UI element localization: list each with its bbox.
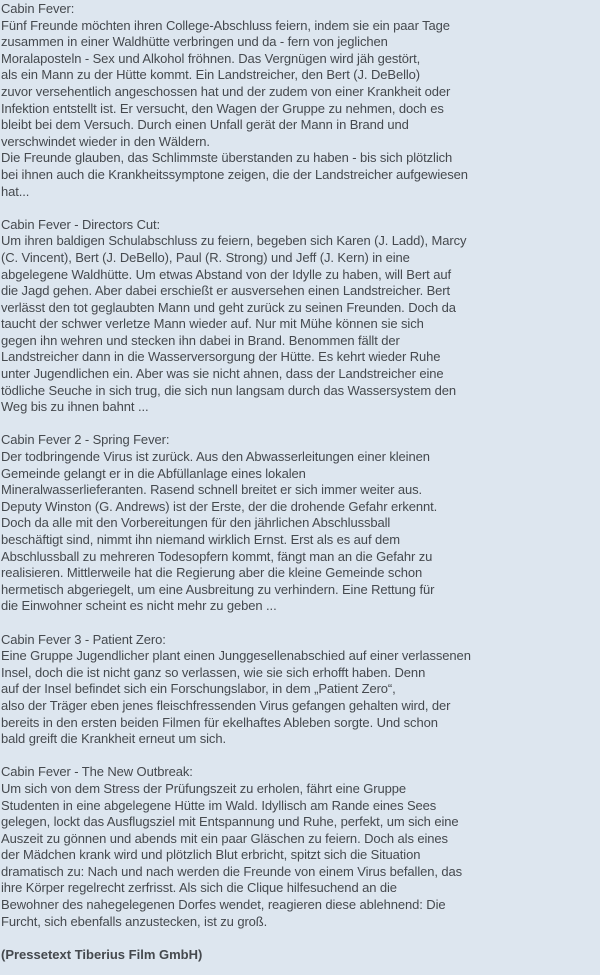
paragraph-line: Insel, doch die ist nicht ganz so verlassen, wie sie sich erhofft haben. Denn [1, 664, 426, 680]
paragraph-line: die Jagd gehen. Aber dabei erschießt er ausversehen einen Landstreicher. Bert [1, 283, 451, 299]
paragraph-line: zusammen in einer Waldhütte verbringen und da - fern von jeglichen [1, 34, 388, 50]
paragraph-line: bereits in den ersten beiden Filmen für ekelhaftes Ableben sorgte. Und schon [1, 714, 438, 730]
paragraph-line: Moralaposteln - Sex und Alkohol fröhnen. Das Vergnügen wird jäh gestört, [1, 50, 421, 66]
paragraph-line: verschwindet wieder in den Wäldern. [1, 133, 210, 149]
paragraph-line: Infektion entstellt ist. Er versucht, den Wagen der Gruppe zu nehmen, doch es [1, 100, 444, 116]
paragraph-line: Fünf Freunde möchten ihren College-Abschluss feiern, indem sie ein paar Tage [1, 17, 450, 33]
section-heading: Cabin Fever 3 - Patient Zero: [1, 631, 166, 647]
paragraph-line: realisieren. Mittlerweile hat die Regierung aber die kleine Gemeinde schon [1, 565, 423, 581]
paragraph-line: Weg bis zu ihnen bahnt ... [1, 399, 149, 415]
paragraph-line: Bewohner des nahegelegenen Dorfes wendet, reagieren diese ablehnend: Die [1, 897, 446, 913]
section-heading: Cabin Fever - Directors Cut: [1, 216, 161, 232]
paragraph-line: Der todbringende Virus ist zurück. Aus den Abwasserleitungen einer kleinen [1, 449, 430, 465]
paragraph-line: Um ihren baldigen Schulabschluss zu feiern, begeben sich Karen (J. Ladd), Marcy [1, 233, 467, 249]
paragraph-line: als ein Mann zu der Hütte kommt. Ein Landstreicher, den Bert (J. DeBello) [1, 67, 421, 83]
press-credit: (Pressetext Tiberius Film GmbH) [1, 946, 203, 962]
paragraph-line: Gemeinde gelangt er in die Abfüllanlage eines lokalen [1, 465, 306, 481]
section-heading: Cabin Fever 2 - Spring Fever: [1, 432, 170, 448]
paragraph-line: Die Freunde glauben, das Schlimmste überstanden zu haben - bis sich plötzlich [1, 150, 453, 166]
section-new-outbreak [1, 764, 600, 930]
paragraph-line: die Einwohner scheint es nicht mehr zu geben ... [1, 598, 277, 614]
paragraph-line: gelegen, lockt das Ausflugsziel mit Entspannung und Ruhe, perfekt, um sich eine [1, 814, 459, 830]
paragraph-line: bald greift die Krankheit erneut um sich. [1, 731, 226, 747]
paragraph-line: tödliche Seuche in sich trug, die sich nun langsam durch das Wassersystem den [1, 382, 457, 398]
paragraph-line: hat... [1, 183, 30, 199]
section-cabin-fever [1, 1, 600, 200]
paragraph-line: ihre Körper regelrecht zerfrisst. Als sich die Clique hilfesuchend an die [1, 880, 397, 896]
paragraph-line: Deputy Winston (G. Andrews) ist der Erste, der die drohende Gefahr erkennt. [1, 498, 438, 514]
paragraph-line: taucht der schwer verletze Mann wieder auf. Nur mit Mühe können sie sich [1, 316, 424, 332]
paragraph-line: Furcht, sich ebenfalls anzustecken, ist zu groß. [1, 913, 268, 929]
paragraph-line: verlässt den tot geglaubten Mann und geht zurück zu seinen Freunden. Doch da [1, 299, 456, 315]
section-heading: Cabin Fever - The New Outbreak: [1, 764, 193, 780]
paragraph-line: Um sich von dem Stress der Prüfungszeit zu erholen, fährt eine Gruppe [1, 780, 406, 796]
paragraph-line: (C. Vincent), Bert (J. DeBello), Paul (R. Strong) und Jeff (J. Kern) in eine [1, 249, 410, 265]
section-directors-cut [1, 217, 600, 416]
paragraph-line: beschäftigt sind, nimmt ihn niemand wirklich Ernst. Erst als es auf dem [1, 532, 400, 547]
paragraph-line: zuvor versehentlich angeschossen hat und der zudem von einer Krankheit oder [1, 83, 451, 99]
paragraph-line: Auszeit zu gönnen und abends mit ein paar Gläschen zu feiern. Doch als eines [1, 830, 448, 846]
paragraph-line: Eine Gruppe Jugendlicher plant einen Junggesellenabschied auf einer verlassenen [1, 648, 471, 664]
paragraph-line: abgelegene Waldhütte. Um etwas Abstand von der Idylle zu haben, will Bert auf [1, 266, 451, 282]
paragraph-line: dramatisch zu: Nach und nach werden die Freunde von einem Virus befallen, das [1, 863, 463, 879]
paragraph-line: Mineralwasserlieferanten. Rasend schnell breitet er sich immer weiter aus. [1, 482, 423, 498]
paragraph-line: Landstreicher dann in die Wasserversorgung der Hütte. Es kehrt wieder Ruhe [1, 349, 441, 365]
paragraph-line: bei ihnen auch die Krankheitssymptone zeigen, die der Landstreicher aufgewiesen [1, 166, 468, 182]
paragraph-line: hermetisch abgeriegelt, um eine Ausbreitung zu verhindern. Eine Rettung für [1, 581, 435, 597]
paragraph-line: Studenten in eine abgelegene Hütte im Wald. Idyllisch am Rande eines Sees [1, 797, 437, 813]
paragraph-line: also der Träger eben jenes fleischfressenden Virus gefangen gehalten wird, der [1, 697, 451, 713]
paragraph-line: unter Jugendlichen ein. Aber was sie nicht ahnen, dass der Landstreicher eine [1, 366, 444, 382]
paragraph-line: der Mädchen krank wird und plötzlich Blut erbricht, spitzt sich die Situation [1, 847, 421, 863]
section-patient-zero [1, 632, 600, 748]
paragraph-line: gegen ihn wehren und stecken ihn dabei in Brand. Benommen fällt der [1, 332, 400, 348]
section-spring-fever [1, 432, 600, 615]
section-heading: Cabin Fever: [1, 1, 75, 16]
paragraph-line: bleibt bei dem Versuch. Durch einen Unfall gerät der Mann in Brand und [1, 117, 409, 133]
paragraph-line: Doch da alle mit den Vorbereitungen für den jährlichen Abschlussball [1, 515, 391, 531]
paragraph-line: Abschlussball zu mehreren Todesopfern kommt, fängt man an die Gefahr zu [1, 548, 433, 564]
paragraph-line: auf der Insel befindet sich ein Forschungslabor, in dem „Patient Zero“, [1, 681, 396, 697]
